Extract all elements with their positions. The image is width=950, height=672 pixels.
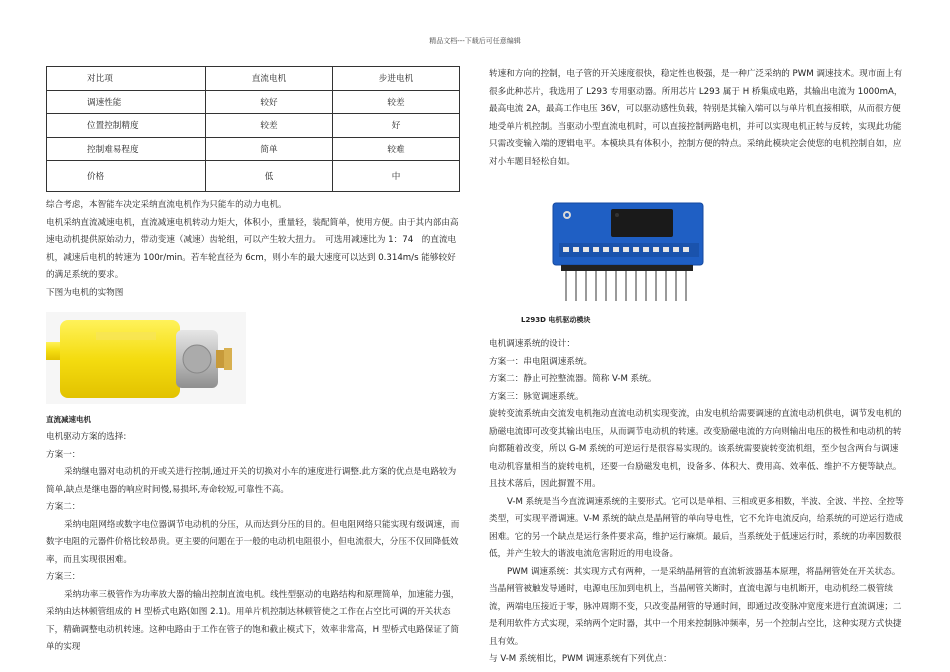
l293d-module-photo — [551, 197, 706, 307]
left-column — [46, 66, 460, 657]
table-row — [47, 161, 460, 192]
table-cell: 好 — [333, 114, 460, 138]
table-row — [47, 137, 460, 161]
table-cell: 低 — [206, 161, 333, 192]
table-cell: 较好 — [206, 90, 333, 114]
scheme-title: 方案二： — [46, 502, 81, 512]
paragraph: 转速和方向的控制，电子管的开关速度很快，稳定性也极强，是一种广泛采纳的 PWM 调速技术。现市面上有很多此种芯片，我选用了 L293 专用驱动器。所用芯片 L293 属于 H 桥集成电路，其输出电流为 1000mA，最高电流 2A，最高工作电压 36V，可以驱动感性负载，特别是其输入端可以与单片机直接相联，从而很方便地受单片机控制。当驱动小型直流电机时，可以直接控制两路电机，并可以实现电机正转与反转，实现此功能只需改变输入端的逻辑电平。本模块具有体积小，控制方便的特点。采纳此模块定会使您的电机控制自如，应对小车题目轻松自如。 — [489, 69, 903, 167]
paragraph: 电机驱动方案的选择: — [46, 432, 127, 442]
table-header-cell: 直流电机 — [206, 67, 333, 91]
paragraph: 方案一：串电阻调速系统。 — [489, 356, 593, 367]
table-cell: 价格 — [47, 161, 206, 192]
figure-caption: L293D 电机驱动模块 — [521, 316, 591, 324]
comparison-table — [46, 66, 460, 192]
table-cell: 中 — [333, 161, 460, 192]
paragraph: 旋转变流系统由交流发电机拖动直流电动机实现变流，由发电机给需要调速的直流电动机供电，调节发电机的励磁电流即可改变其输出电压，从而调节电动机的转速。改变励磁电流的方向则输出电压的极性和电动机的转向都随着改变，所以 G-M 系统的可逆运行是很容易实现的。该系统需要旋转变流机组，至少包含两台与调速电动机容量相当的旋转电机，还要一台励磁发电机，设备多、体积大、费用高、效率低、维护不方便等缺点。且技术落后，因此摒置不用。 — [489, 409, 902, 489]
paragraph: V-M 系统是当今直流调速系统的主要形式。它可以是单相、三相或更多相数，半波、全波、半控、全控等类型，可实现平滑调速。V-M 系统的缺点是晶闸管的单向导电性，它不允许电流反向，给系统的可逆运行造成困难。它的另一个缺点是运行条件要求高，维护运行麻烦。最后，当系统处于低速运行时，系统的功率因数很低，并产生较大的谐波电流危害附近的用电设备。 — [489, 496, 904, 559]
table-cell: 较难 — [333, 137, 460, 161]
paragraph: 综合考虑，本智能车决定采纳直流电机作为只能车的动力电机。 — [46, 200, 287, 210]
paragraph: 下图为电机的实物图 — [46, 287, 124, 298]
table-row — [47, 90, 460, 114]
table-header-cell: 对比项 — [47, 67, 206, 91]
table-row — [47, 114, 460, 138]
table-cell: 位置控制精度 — [47, 114, 206, 138]
paragraph: PWM 调速系统：其实现方式有两种，一是采纳晶闸管的直流斩波器基本原理，将晶闸管处在开关状态。当晶闸管被触发导通时，电源电压加到电机上，当晶闸管关断时，直流电源与电机断开，电动机经二极管续流，两端电压接近于零，脉冲周期不变，只改变晶闸管的导通时间，即通过改变脉冲宽度来进行直流调速；二是利用软件方式实现，采纳两个定时器，其中一个用来控制脉冲频率，另一个控制占空比，这种实现方式快捷且有效。 — [489, 566, 902, 647]
table-header-cell: 步进电机 — [333, 67, 460, 91]
table-cell: 较差 — [333, 90, 460, 114]
table-cell: 简单 — [206, 137, 333, 161]
table-cell: 较差 — [206, 114, 333, 138]
paragraph: 采纳电阻网络或数字电位器调节电动机的分压，从而达到分压的目的。但电阻网络只能实现有级调速，而数字电阻的元器件价格比较昂贵。更主要的问题在于一般的电动机电阻很小，但电流很大，分压不仅回降低效率，而且实现很困难。 — [46, 519, 460, 565]
right-column — [489, 66, 905, 669]
paragraph: 电机调速系统的设计： — [489, 339, 575, 349]
table-cell: 调速性能 — [47, 90, 206, 114]
table-cell: 控制难易程度 — [47, 137, 206, 161]
paragraph: 采纳功率三极管作为功率放大器的输出控制直流电机。线性型驱动的电路结构和原理简单，加速能力强，采纳由达林顿管组成的 H 型桥式电路(如图 2.1)。用单片机控制达林顿管使之工作在占空比可调的开关状态下，精确调整电动机转速。这种电路由于工作在管子的饱和截止模式下，效率非常高，H 型桥式电路保证了简单的实现 — [46, 589, 460, 652]
paragraph: 电机采纳直流减速电机，直流减速电机转动力矩大，体积小，重量轻，装配简单，使用方便。由于其内部由高速电动机提供原始动力，带动变速（减速）齿轮组，可以产生较大扭力。 可选用减速比为 1：74 的直流电机，减速后电机的转速为 100r/min。若车轮直径为 6cm，则小车的最大速度可以达到 0.314m/s 能够较好的满足系统的要求。 — [46, 217, 459, 280]
paragraph: 方案三：脉宽调速系统。 — [489, 391, 584, 402]
scheme-title: 方案三： — [46, 572, 81, 582]
scheme-title: 方案一： — [46, 449, 81, 460]
table-header-row — [47, 67, 460, 91]
page-header: 精品文档---下载后可任意编辑 — [429, 37, 521, 45]
figure-caption: 直流减速电机 — [46, 415, 91, 424]
paragraph: 与 V-M 系统相比，PWM 调速系统有下列优点： — [489, 654, 672, 664]
paragraph: 方案二：静止可控整流器。简称 V-M 系统。 — [489, 374, 657, 384]
paragraph: 采纳继电器对电动机的开或关进行控制,通过开关的切换对小车的速度进行调整.此方案的优点是电路较为简单,缺点是继电器的响应时间慢,易损坏,寿命较短,可靠性不高。 — [46, 467, 457, 495]
dc-gear-motor-photo — [46, 312, 246, 404]
